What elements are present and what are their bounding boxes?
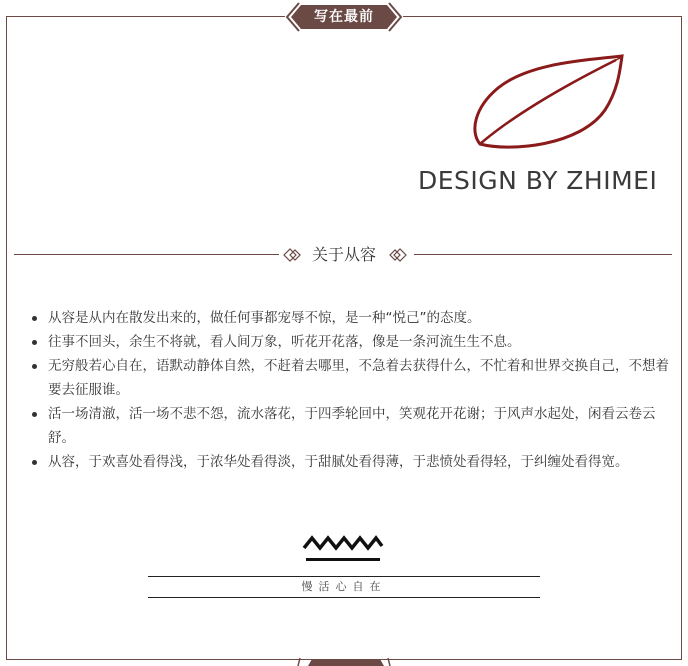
section-heading xyxy=(14,240,674,270)
divider-line xyxy=(14,254,279,255)
brand-logo xyxy=(410,48,680,196)
section-title: 关于从容 xyxy=(311,245,376,264)
logo-wordmark: DESIGN BY ZHIMEI xyxy=(418,166,658,195)
list-item: 活一场清澈，活一场不悲不怨，流水落花，于四季轮回中，笑观花开花谢；于风声水起处，闲看云卷云舒。 xyxy=(30,402,672,450)
wave-ornament-icon xyxy=(302,532,384,566)
list-item: 从容是从内在散发出来的，做任何事都宠辱不惊，是一种“悦己”的态度。 xyxy=(30,306,672,330)
caption-box xyxy=(148,576,540,598)
list-item: 从容，于欢喜处看得浅，于浓华处看得淡，于甜腻处看得薄，于悲愤处看得轻，于纠缠处看得宽。 xyxy=(30,450,672,474)
diamond-ornament-icon xyxy=(388,246,412,264)
caption-text: 慢活心自在 xyxy=(301,580,387,593)
list-item: 无穷般若心自在，语默动静体自然，不赶着去哪里，不急着去获得什么，不忙着和世界交换自己，不想着要去征服谁。 xyxy=(30,354,672,402)
header-tag-label: 写在最前 xyxy=(314,9,374,25)
diamond-ornament-icon xyxy=(278,246,302,264)
divider-line xyxy=(414,254,672,255)
footer-tag-edge xyxy=(294,656,394,666)
list-item: 往事不回头，余生不将就，看人间万象，听花开花落，像是一条河流生生不息。 xyxy=(30,330,672,354)
header-tag xyxy=(285,2,403,32)
bullet-list xyxy=(30,306,672,474)
leaf-icon xyxy=(470,48,630,158)
